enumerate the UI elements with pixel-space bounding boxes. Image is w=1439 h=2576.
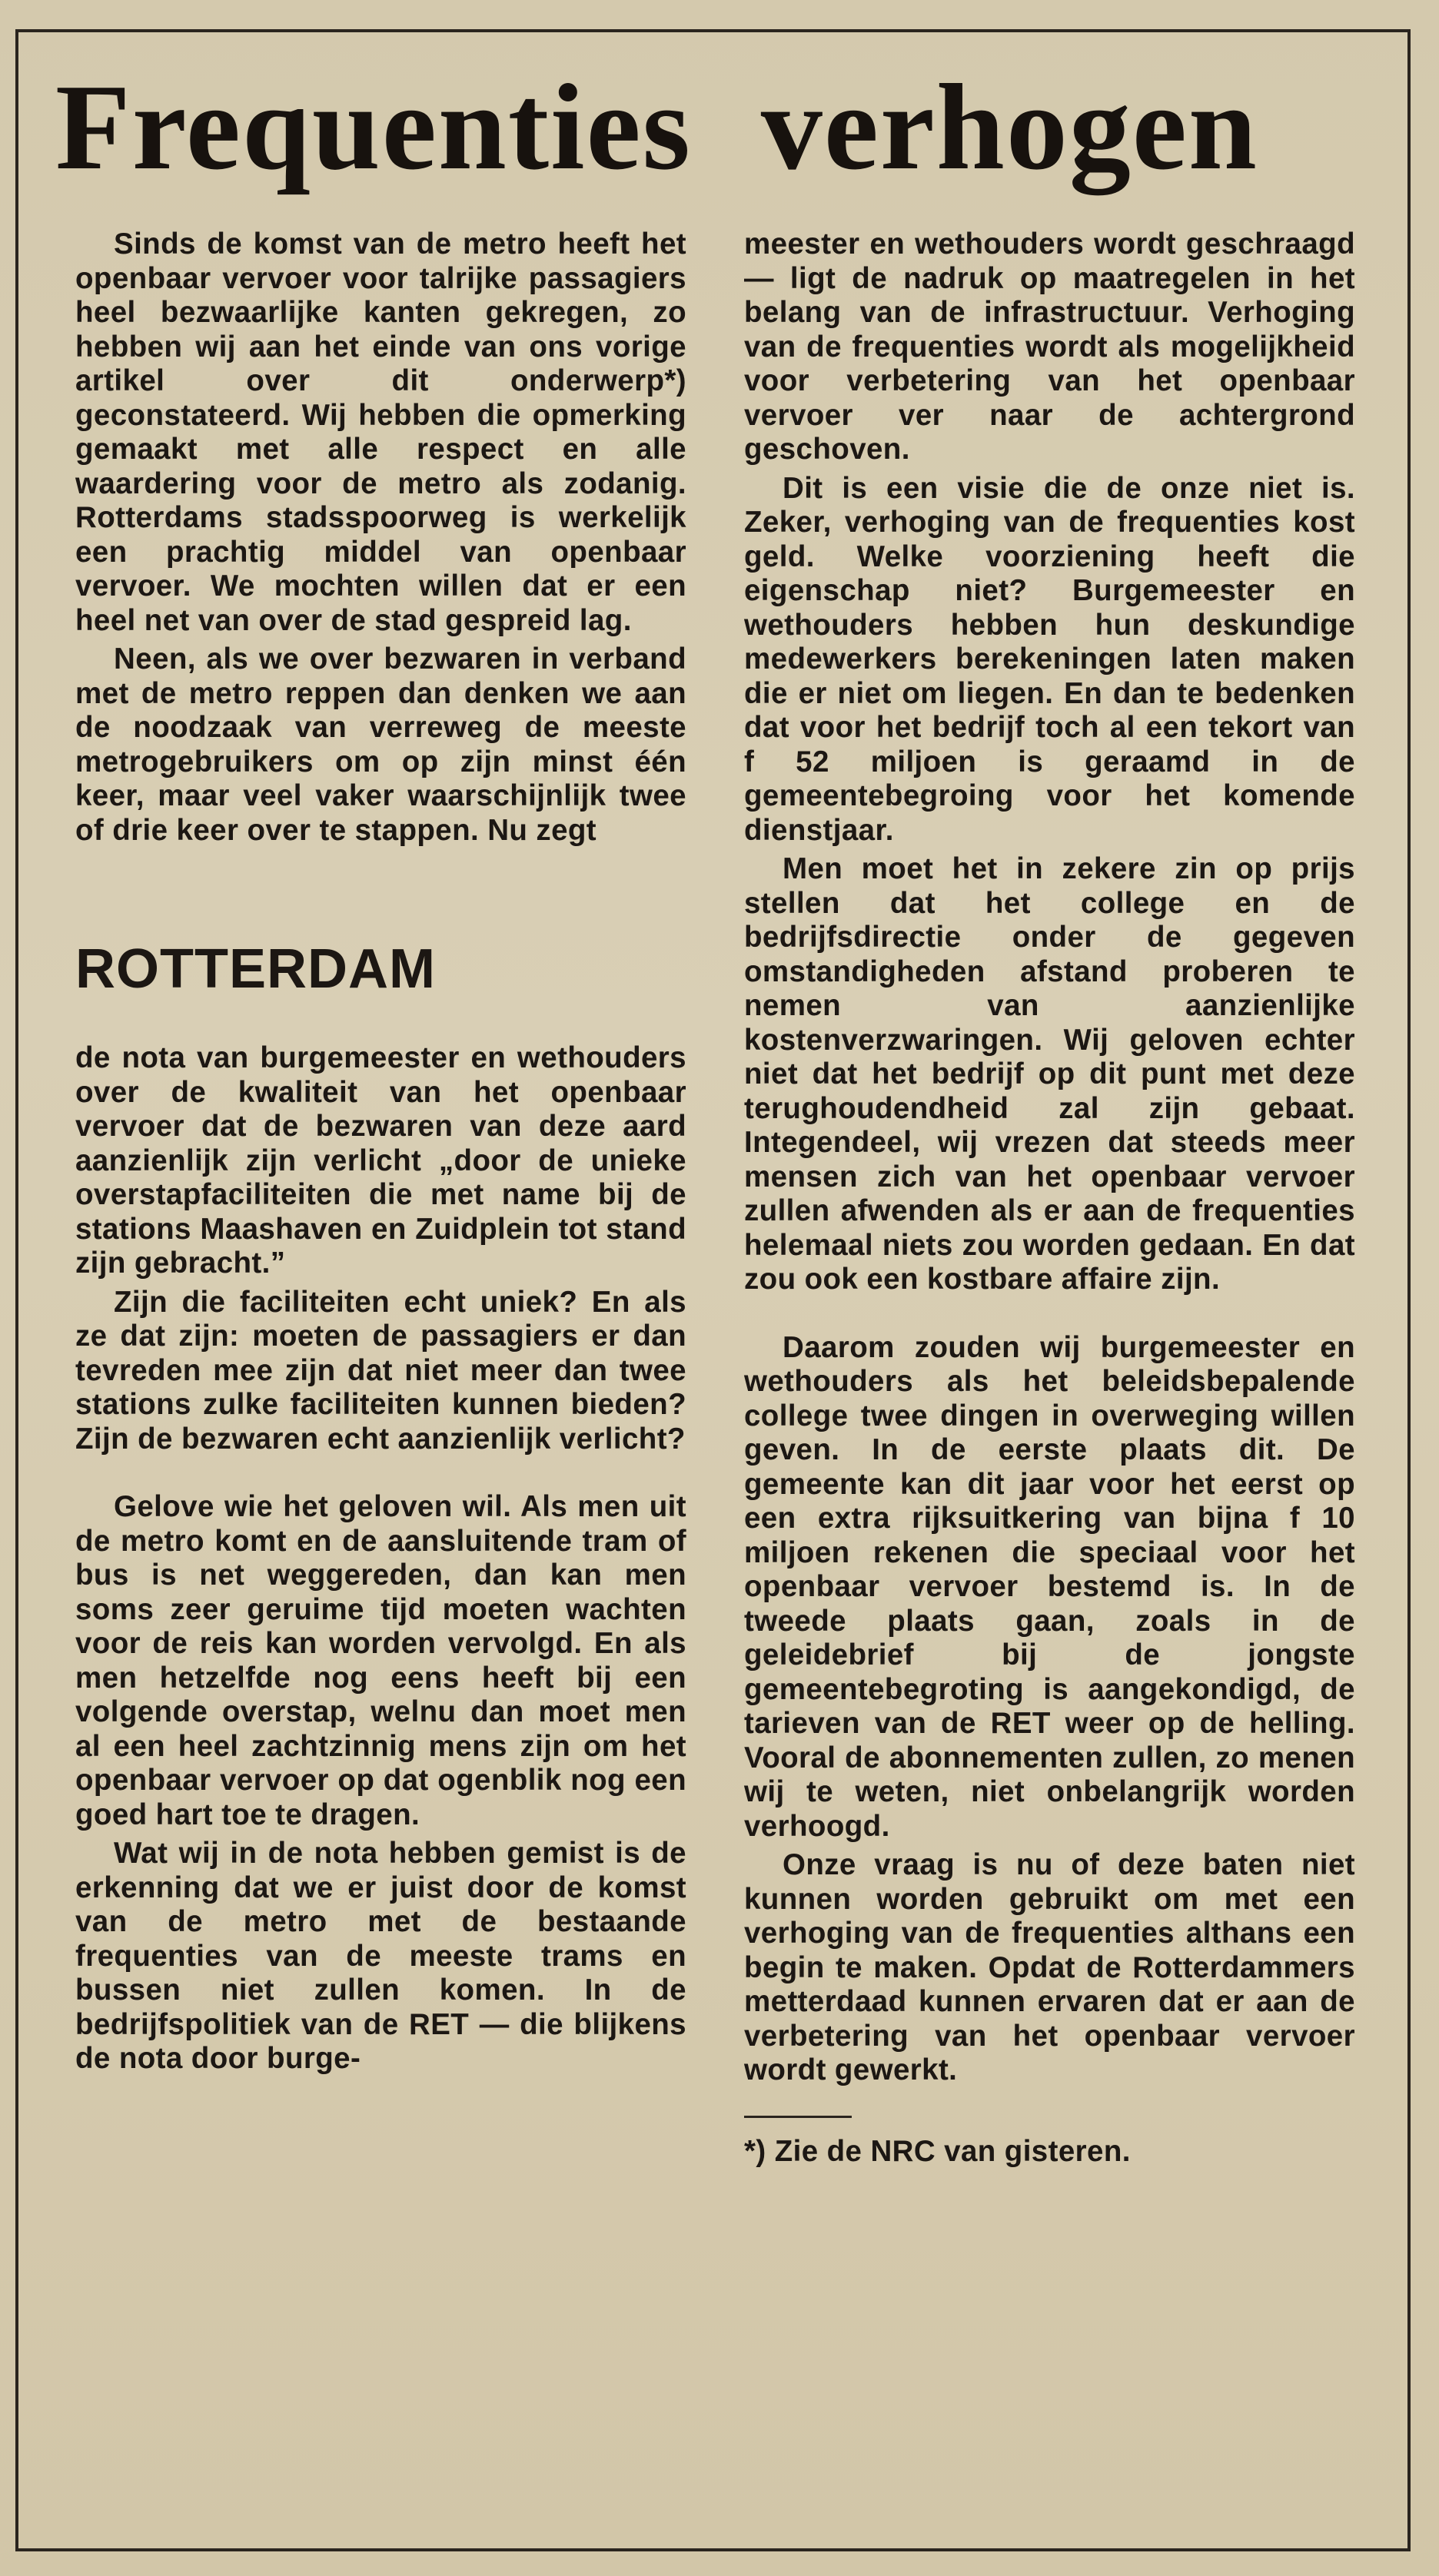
footnote: *) Zie de NRC van gisteren. xyxy=(744,2134,1131,2168)
paragraph: meester en wethouders wordt geschraagd — ligt de nadruk op maatregelen in het belang van de infrastructuur. Verhoging van de frequenties wordt als mogelijkheid voor verbetering van het openbaar vervoer ver naar de achtergrond geschoven. xyxy=(744,227,1355,466)
paragraph: Wat wij in de nota hebben gemist is de erkenning dat we er juist door de komst van de metro met de bestaande frequenties van de meeste trams en bussen niet zullen komen. In de bedrijfspolitiek van de RET — die blijkens de nota door burge- xyxy=(75,1837,686,2075)
paragraph: de nota van burgemeester en wethouders over de kwaliteit van het openbaar vervoer dat de bezwaren van deze aard aanzienlijk zijn verlicht „door de unieke overstapfaciliteiten die met name bij de stations Maashaven en Zuidplein tot stand zijn gebracht.” xyxy=(75,1041,686,1280)
paragraph: Onze vraag is nu of deze baten niet kunnen worden gebruikt om met een verhoging van de frequenties althans een begin te maken. Opdat de Rotterdammers metterdaad kunnen ervaren dat er aan de verbetering van het openbaar vervoer wordt gewerkt. xyxy=(744,1848,1355,2086)
article-column-left xyxy=(75,227,686,2076)
section-kicker: ROTTERDAM xyxy=(75,938,436,1000)
paragraph: Dit is een visie die de onze niet is. Zeker, verhoging van de frequenties kost geld. Welke voorziening heeft die eigenschap niet? Burgemeester en wethouders hebben hun deskundige medewerkers berekeningen laten maken die er niet om liegen. En dan te bedenken dat voor het bedrijf toch al een tekort van f 52 miljoen is geraamd in de gemeentebegroing voor het komende dienstjaar. xyxy=(744,471,1355,847)
paragraph: Zijn die faciliteiten echt uniek? En als ze dat zijn: moeten de passagiers er dan tevreden mee zijn dat niet meer dan twee stations zulke faciliteiten kunnen bieden? Zijn de bezwaren echt aanzienlijk verlicht? xyxy=(75,1285,686,1456)
article-headline: Frequenties verhogen xyxy=(55,58,1258,195)
article-column-right xyxy=(744,227,1355,2169)
paragraph: Neen, als we over bezwaren in verband met de metro reppen dan denken we aan de noodzaak van verreweg de meeste metrogebruikers om op zijn minst één keer, maar veel vaker waarschijnlijk twee of drie keer over te stappen. Nu zegt xyxy=(75,642,686,847)
paragraph: Sinds de komst van de metro heeft het openbaar vervoer voor talrijke passagiers heel bezwaarlijke kanten gekregen, zo hebben wij aan het einde van ons vorige artikel over dit onderwerp*) geconstateerd. Wij hebben die opmerking gemaakt met alle respect en alle waardering voor de metro als zodanig. Rotterdams stadsspoorweg is werkelijk een prachtig middel van openbaar vervoer. We mochten willen dat er een heel net van over de stad gespreid lag. xyxy=(75,227,686,637)
paragraph: Daarom zouden wij burgemeester en wethouders als het beleidsbepalende college twee dingen in overweging willen geven. In de eerste plaats dit. De gemeente kan dit jaar voor het eerst op een extra rijksuitkering van bijna f 10 miljoen rekenen die speciaal voor het openbaar vervoer bestemd is. In de tweede plaats gaan, zoals in de geleidebrief bij de jongste gemeentebegroting is aangekondigd, de tarieven van de RET weer op de helling. Vooral de abonnementen zullen, zo menen wij te weten, niet onbelangrijk worden verhoogd. xyxy=(744,1330,1355,1843)
paragraph: Gelove wie het geloven wil. Als men uit de metro komt en de aansluitende tram of bus is net weggereden, dan kan men soms zeer geruime tijd moeten wachten voor de reis kan worden vervolgd. En als men hetzelfde nog eens heeft bij een volgende overstap, welnu dan moet men al een heel zachtzinnig mens zijn om het openbaar vervoer op dat ogenblik nog een goed hart toe te dragen. xyxy=(75,1490,686,1831)
footnote-divider xyxy=(744,2116,852,2118)
paragraph: Men moet het in zekere zin op prijs stellen dat het college en de bedrijfsdirectie onder de gegeven omstandigheden afstand proberen te nemen van aanzienlijke kostenverzwaringen. Wij geloven echter niet dat het bedrijf op dit punt met deze terughoudendheid zal zijn gebaat. Integendeel, wij vrezen dat steeds meer mensen zich van het openbaar vervoer zullen afwenden als er aan de frequenties helemaal niets zou worden gedaan. En dat zou ook een kostbare affaire zijn. xyxy=(744,852,1355,1296)
